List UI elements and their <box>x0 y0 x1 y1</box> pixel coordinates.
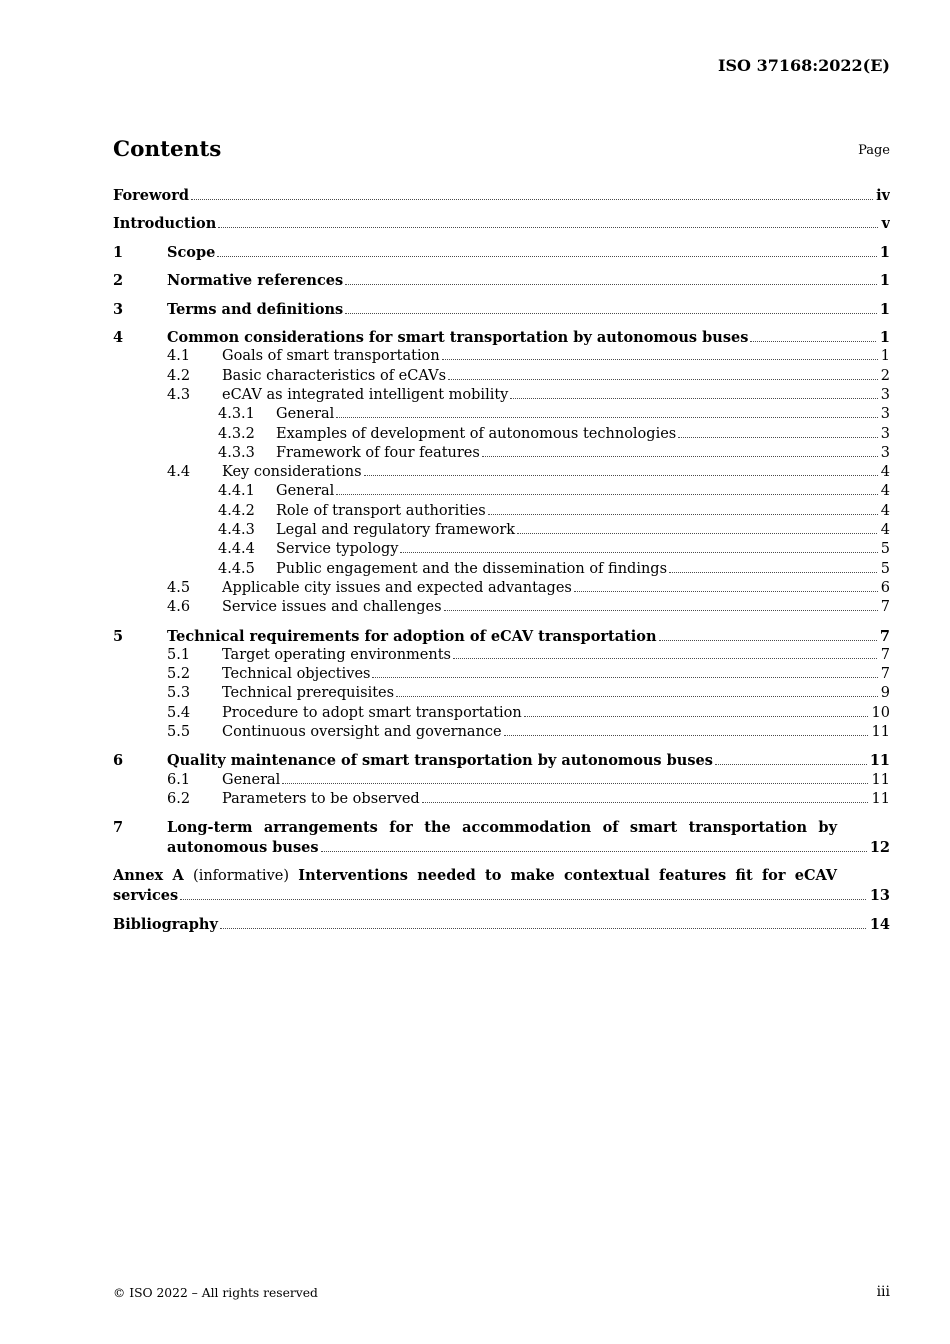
toc-entry-title: Procedure to adopt smart transportation <box>222 704 522 721</box>
toc-entry-title: Goals of smart transportation <box>222 348 440 365</box>
toc-entry-title: Terms and definitions <box>167 300 344 318</box>
toc-entry-number: 4.1 <box>167 348 191 365</box>
toc-entry-4-4-2[interactable] <box>113 502 890 521</box>
toc-entry-text <box>222 684 837 703</box>
toc-entry-title: Interventions needed to make contextual features fit for eCAV services <box>113 867 837 905</box>
toc-entry-4-3-1[interactable] <box>113 405 890 424</box>
toc-entry-number: 5.3 <box>167 685 191 702</box>
toc-entry-page: 11 <box>867 751 890 770</box>
toc-entry-title: Parameters to be observed <box>222 791 420 808</box>
toc-entry-page: 5 <box>878 560 890 579</box>
toc-entry-4-2[interactable] <box>113 367 890 386</box>
toc-entry-2-normative-references[interactable] <box>113 271 890 290</box>
toc-entry-number: 5 <box>113 627 124 645</box>
toc-entry-foreword[interactable] <box>113 186 890 205</box>
toc-entry-text <box>167 751 837 770</box>
toc-entry-number: 6 <box>113 752 124 770</box>
toc-entry-text <box>222 790 837 809</box>
annex-label: Annex A <box>113 867 184 885</box>
toc-entry-text <box>276 405 837 424</box>
toc-entry-title: eCAV as integrated intelligent mobility <box>222 386 509 403</box>
toc-entry-page: 3 <box>878 386 890 405</box>
toc-entry-page: 7 <box>877 627 890 646</box>
toc-entry-number: 2 <box>113 272 124 290</box>
toc-entry-page: 6 <box>878 579 890 598</box>
toc-entry-title: Examples of development of autonomous technologies <box>276 425 677 442</box>
toc-entry-number: 4.3.1 <box>218 406 255 423</box>
toc-entry-text <box>113 915 837 934</box>
toc-entry-title: Technical objectives <box>222 666 371 683</box>
toc-entry-page: 12 <box>867 838 890 857</box>
toc-entry-title: Continuous oversight and governance <box>222 724 502 741</box>
toc-entry-number: 3 <box>113 300 124 318</box>
toc-entry-page: 5 <box>878 540 890 559</box>
toc-entry-number: 6.1 <box>167 771 191 788</box>
toc-entry-number: 4.4.3 <box>218 522 255 539</box>
toc-entry-page: 11 <box>869 790 890 809</box>
toc-entry-number: 4.3 <box>167 386 191 403</box>
toc-entry-text <box>222 367 837 386</box>
toc-entry-7-long-term-arrangements[interactable] <box>113 818 890 857</box>
toc-entry-page: 10 <box>869 704 890 723</box>
toc-entry-number: 4.4 <box>167 464 191 481</box>
toc-entry-text <box>276 521 837 540</box>
toc-entry-page: 4 <box>878 482 890 501</box>
toc-entry-text <box>276 444 837 463</box>
toc-entry-text <box>276 540 837 559</box>
toc-entry-4-1[interactable] <box>113 347 890 366</box>
toc-entry-number: 5.1 <box>167 646 191 663</box>
toc-entry-page: 11 <box>869 723 890 742</box>
toc-entry-number: 4 <box>113 329 124 347</box>
toc-entry-page: 2 <box>878 367 890 386</box>
toc-entry-text <box>222 723 837 742</box>
toc-entry-4-5[interactable] <box>113 579 890 598</box>
toc-entry-page: 1 <box>877 328 890 347</box>
toc-entry-number: 5.2 <box>167 666 191 683</box>
toc-entry-6-1[interactable] <box>113 771 890 790</box>
toc-entry-4-3-3[interactable] <box>113 444 890 463</box>
toc-entry-text <box>167 818 837 857</box>
toc-entry-text <box>222 665 837 684</box>
toc-entry-page: 4 <box>878 463 890 482</box>
toc-entry-4-4-1[interactable] <box>113 482 890 501</box>
toc-entry-number: 1 <box>113 243 124 261</box>
toc-entry-5-1[interactable] <box>113 646 890 665</box>
toc-entry-text <box>222 771 837 790</box>
toc-entry-title: Technical requirements for adoption of eCAV transportation <box>167 627 657 645</box>
toc-entry-number: 7 <box>113 819 124 837</box>
toc-entry-page: 11 <box>869 771 890 790</box>
toc-entry-introduction[interactable] <box>113 214 890 233</box>
toc-entry-title: Legal and regulatory framework <box>276 522 516 539</box>
toc-entry-title: Normative references <box>167 272 344 290</box>
toc-entry-page: 1 <box>877 271 890 290</box>
toc-entry-4-4-5[interactable] <box>113 560 890 579</box>
toc-entry-4-3-2[interactable] <box>113 425 890 444</box>
toc-entry-page: 4 <box>878 502 890 521</box>
toc-entry-5-3[interactable] <box>113 684 890 703</box>
page-number: iii <box>876 1284 890 1300</box>
toc-entry-page: 7 <box>878 598 890 617</box>
toc-entry-bibliography[interactable] <box>113 915 890 934</box>
toc-entry-title: Service typology <box>276 541 399 558</box>
toc-entry-title: Introduction <box>113 215 217 233</box>
toc-entry-title: Framework of four features <box>276 444 480 461</box>
toc-entry-text <box>222 704 837 723</box>
toc-entry-title: General <box>276 483 335 500</box>
toc-entry-page: 9 <box>878 684 890 703</box>
toc-entry-number: 4.4.1 <box>218 483 255 500</box>
toc-entry-title: Basic characteristics of eCAVs <box>222 367 447 384</box>
toc-entry-number: 4.3.3 <box>218 444 255 461</box>
toc-entry-4-4-3[interactable] <box>113 521 890 540</box>
toc-entry-4-4-4[interactable] <box>113 540 890 559</box>
toc-entry-title: Technical prerequisites <box>222 685 395 702</box>
toc-entry-page: 1 <box>878 347 890 366</box>
toc-entry-title: Key considerations <box>222 464 362 481</box>
toc-entry-1-scope[interactable] <box>113 243 890 262</box>
toc-entry-number: 4.4.4 <box>218 541 255 558</box>
toc-entry-title: Public engagement and the dissemination of findings <box>276 560 668 577</box>
toc-entry-title: Quality maintenance of smart transportation by autonomous buses <box>167 752 713 770</box>
toc-entry-title: General <box>222 771 281 788</box>
toc-entry-6-2[interactable] <box>113 790 890 809</box>
toc-entry-number: 4.3.2 <box>218 425 255 442</box>
toc-entry-text <box>167 243 837 262</box>
annex-informative-note: (informative) <box>193 868 289 885</box>
toc-entry-title: General <box>276 406 335 423</box>
toc-entry-number: 4.6 <box>167 599 191 616</box>
toc-entry-text <box>222 386 837 405</box>
toc-entry-text <box>276 425 837 444</box>
toc-entry-4-4[interactable] <box>113 463 890 482</box>
toc-entry-page: 14 <box>867 915 890 934</box>
toc-entry-page: iv <box>873 186 890 205</box>
toc-entry-title: Long-term arrangements for the accommodation of smart transportation by autonomous buses <box>167 819 837 856</box>
toc-entry-annex-a[interactable] <box>113 866 890 906</box>
toc-entry-page: 3 <box>878 444 890 463</box>
toc-entry-5-2[interactable] <box>113 665 890 684</box>
toc-entry-page: v <box>879 214 890 233</box>
toc-entry-3-terms-and-definitions[interactable] <box>113 300 890 319</box>
toc-entry-page: 3 <box>878 425 890 444</box>
toc-entry-text <box>167 300 837 319</box>
toc-entry-text <box>222 646 837 665</box>
toc-entry-text <box>167 627 837 646</box>
toc-entry-title: Scope <box>167 243 216 261</box>
toc-entry-page: 13 <box>867 886 890 905</box>
toc-entry-text <box>222 598 837 617</box>
toc-entry-5-4[interactable] <box>113 704 890 723</box>
toc-entry-text <box>222 347 837 366</box>
toc-entry-text <box>276 560 837 579</box>
toc-entry-6-quality-maintenance[interactable] <box>113 751 890 770</box>
toc-entry-page: 7 <box>878 646 890 665</box>
toc-entry-text <box>276 482 837 501</box>
table-of-contents <box>113 177 890 934</box>
toc-entry-page: 1 <box>877 243 890 262</box>
toc-entry-title: Target operating environments <box>222 646 451 663</box>
toc-entry-4-3[interactable] <box>113 386 890 405</box>
toc-entry-number: 4.5 <box>167 579 191 596</box>
toc-entry-title: Common considerations for smart transportation by autonomous buses <box>167 329 749 347</box>
copyright-notice: © ISO 2022 – All rights reserved <box>113 1286 318 1300</box>
toc-entry-title: Foreword <box>113 187 189 205</box>
toc-entry-title: Bibliography <box>113 915 218 933</box>
toc-entry-number: 4.4.5 <box>218 560 255 577</box>
toc-entry-number: 5.4 <box>167 704 191 721</box>
toc-entry-number: 5.5 <box>167 724 191 741</box>
toc-entry-4-common-considerations[interactable] <box>113 328 890 347</box>
toc-entry-text <box>113 186 837 205</box>
toc-entry-number: 4.2 <box>167 367 191 384</box>
toc-entry-text <box>222 579 837 598</box>
toc-entry-number: 6.2 <box>167 791 191 808</box>
toc-entry-4-6[interactable] <box>113 598 890 617</box>
toc-entry-5-technical-requirements[interactable] <box>113 627 890 646</box>
toc-entry-page: 4 <box>878 521 890 540</box>
page-title: Contents <box>113 137 222 162</box>
document-identifier: ISO 37168:2022(E) <box>718 56 890 75</box>
toc-entry-number: 4.4.2 <box>218 502 255 519</box>
toc-entry-text <box>276 502 837 521</box>
toc-entry-title: Service issues and challenges <box>222 599 442 616</box>
toc-entry-text <box>113 866 837 906</box>
toc-entry-page: 7 <box>878 665 890 684</box>
toc-entry-page: 1 <box>877 300 890 319</box>
toc-entry-title: Applicable city issues and expected advantages <box>222 579 572 596</box>
toc-entry-text <box>167 271 837 290</box>
toc-entry-text <box>222 463 837 482</box>
toc-entry-text <box>113 214 837 233</box>
toc-entry-text <box>167 328 837 347</box>
page-column-label: Page <box>858 143 890 158</box>
toc-entry-title: Role of transport authorities <box>276 502 486 519</box>
toc-entry-page: 3 <box>878 405 890 424</box>
toc-entry-5-5[interactable] <box>113 723 890 742</box>
